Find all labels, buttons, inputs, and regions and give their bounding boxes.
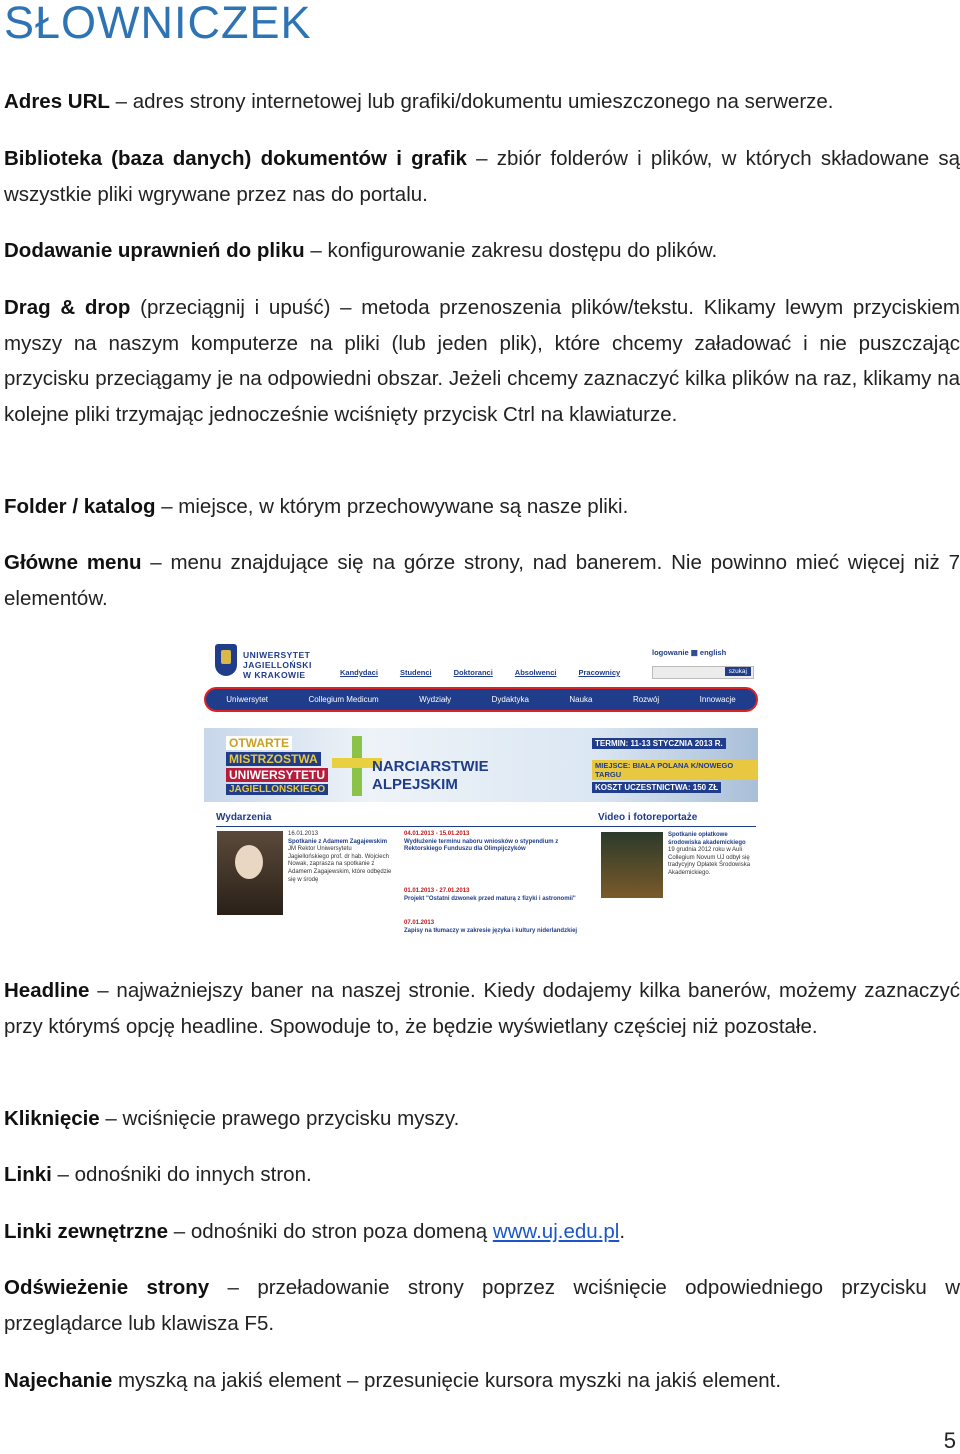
page-number: 5 [943, 1428, 956, 1453]
nav-absolwenci: Absolwenci [514, 668, 557, 677]
banner-cost: KOSZT UCZESTNICTWA: 150 ZŁ [592, 782, 721, 793]
term-odswiezenie: Odświeżenie strony [4, 1276, 210, 1299]
entry-uprawnienia [4, 233, 960, 269]
entry-headline [4, 973, 960, 1044]
entry-linki [4, 1157, 960, 1193]
banner-center-1: NARCIARSTWIE [372, 758, 489, 775]
menu-innowacje: Innowacje [699, 695, 736, 704]
video-item: Spotkanie opłatkowe środowiska akademickiego 19 grudnia 2012 roku w Auli Collegium Novum UJ odbył się tradycyjny Opłatek Środowiska Akademickiego. [668, 832, 751, 876]
main-menu-highlighted [204, 687, 758, 712]
term-folder: Folder / katalog [4, 495, 156, 518]
def-adres-url: – adres strony internetowej lub grafiki/dokumentu umieszczonego na serwerze. [109, 90, 834, 113]
audience-nav [340, 668, 620, 677]
term-linki: Linki [4, 1163, 52, 1186]
menu-collegium-medicum: Collegium Medicum [308, 695, 379, 704]
entry-drag-drop [4, 290, 960, 432]
news-photo [217, 831, 283, 915]
def-headline: – najważniejszy baner na naszej stronie. Kiedy dodajemy kilka banerów, możemy zaznaczyć przy którymś opcję headline. Spowoduje to, że będzie wyświetlany częściej niż pozostałe. [4, 979, 960, 1038]
def-glowne-menu: – menu znajdujące się na górze strony, nad banerem. Nie powinno mieć więcej niż 7 elementów. [4, 551, 960, 610]
term-najechanie: Najechanie [4, 1369, 113, 1392]
term-biblioteka: Biblioteka (baza danych) dokumentów i grafik [4, 147, 467, 170]
entry-folder [4, 489, 960, 525]
news-item-1: 16.01.2013 Spotkanie z Adamem Zagajewskim JM Rektor Uniwersytetu Jagiellońskiego prof. dr hab. Wojciech Nowak, zaprasza na spotkanie z Adamem Zagajewskim, które odbędzie się w środę [288, 831, 392, 883]
banner-term: TERMIN: 11-13 STYCZNIA 2013 R. [592, 738, 726, 749]
term-klikniecie: Kliknięcie [4, 1107, 100, 1130]
nav-pracownicy: Pracownicy [578, 668, 621, 677]
nav-studenci: Studenci [399, 668, 432, 677]
term-glowne-menu: Główne menu [4, 551, 142, 574]
video-photo [601, 832, 663, 898]
entry-biblioteka [4, 141, 960, 212]
news-item-3: 01.01.2013 - 27.01.2013 Projekt "Ostatni dzwonek przed maturą z fizyki i astronomii" [404, 888, 576, 902]
entry-najechanie [4, 1363, 960, 1399]
term-uprawnienia: Dodawanie uprawnień do pliku [4, 239, 305, 262]
banner-line-4: JAGIELLOŃSKIEGO [226, 784, 328, 795]
portal-screenshot [200, 640, 762, 948]
nav-kandydaci: Kandydaci [340, 668, 378, 677]
menu-nauka: Nauka [569, 695, 593, 704]
term-linki-zewnetrzne: Linki zewnętrzne [4, 1220, 169, 1243]
banner-line-3: UNIWERSYTETU [226, 768, 328, 782]
news-item-2: 04.01.2013 - 15.01.2013 Wydłużenie terminu naboru wniosków o stypendium z Rektorskiego Funduszu dla Olimpijczyków [404, 831, 559, 853]
search-button: szukaj [725, 667, 751, 676]
entry-klikniecie [4, 1101, 960, 1137]
banner-place: MIEJSCE: BIAŁA POLANA K/NOWEGO TARGU [592, 760, 758, 780]
login-link: logowanie ▦ english [652, 648, 727, 657]
banner-line-1: OTWARTE [226, 736, 292, 750]
entry-adres-url [4, 84, 960, 120]
entry-odswiezenie [4, 1270, 960, 1341]
def-uprawnienia: – konfigurowanie zakresu dostępu do plików. [304, 239, 718, 262]
term-headline: Headline [4, 979, 90, 1002]
news-item-4: 07.01.2013 Zapisy na tłumaczy w zakresie języka i kultury niderlandzkiej [404, 920, 578, 934]
def-linki-zewnetrzne: – odnośniki do stron poza domeną [168, 1220, 493, 1243]
def-najechanie: myszką na jakiś element – przesunięcie kursora myszki na jakiś element. [112, 1369, 782, 1392]
headline-banner [204, 728, 758, 802]
def-klikniecie: – wciśnięcie prawego przycisku myszy. [99, 1107, 460, 1130]
def-linki-zewnetrzne-end: . [619, 1220, 626, 1243]
entry-linki-zewnetrzne [4, 1214, 960, 1250]
term-drag-drop: Drag & drop [4, 296, 131, 319]
section-events: Wydarzenia [216, 812, 272, 823]
menu-uniwersytet: Uniwersytet [226, 695, 269, 704]
section-video: Video i fotoreportaże [598, 812, 698, 823]
entry-glowne-menu [4, 545, 960, 616]
def-folder: – miejsce, w którym przechowywane są nasze pliki. [155, 495, 629, 518]
nav-doktoranci: Doktoranci [453, 668, 493, 677]
def-linki: – odnośniki do innych stron. [51, 1163, 312, 1186]
def-drag-drop: (przeciągnij i upuść) – metoda przenoszenia plików/tekstu. Klikamy lewym przyciskiem myszy na naszym komputerze na pliki (lub jeden plik), które chcemy załadować i nie puszczając przycisku przeciągamy je na odpowiedni obszar. Jeżeli chcemy zaznaczyć kilka plików na raz, klikamy na kolejne pliki trzymając jednocześnie wciśnięty przycisk Ctrl na klawiaturze. [4, 296, 960, 426]
section-divider [216, 826, 756, 827]
menu-wydzialy: Wydziały [419, 695, 452, 704]
search-box [652, 666, 754, 679]
university-crest-icon [215, 644, 237, 676]
banner-center-2: ALPEJSKIM [372, 776, 458, 793]
uj-domain-link[interactable]: www.uj.edu.pl [492, 1220, 620, 1243]
menu-rozwoj: Rozwój [632, 695, 660, 704]
def-odswiezenie: – przeładowanie strony poprzez wciśnięcie odpowiedniego przycisku w przeglądarce lub klawisza F5. [4, 1276, 960, 1335]
page-title: SŁOWNICZEK [4, 0, 312, 48]
def-biblioteka: – zbiór folderów i plików, w których składowane są wszystkie pliki wgrywane przez nas do portalu. [4, 147, 960, 206]
menu-dydaktyka: Dydaktyka [491, 695, 529, 704]
banner-line-2: MISTRZOSTWA [226, 752, 321, 766]
university-name: UNIWERSYTET JAGIELLOŃSKI W KRAKOWIE [243, 650, 312, 680]
term-adres-url: Adres URL [4, 90, 110, 113]
